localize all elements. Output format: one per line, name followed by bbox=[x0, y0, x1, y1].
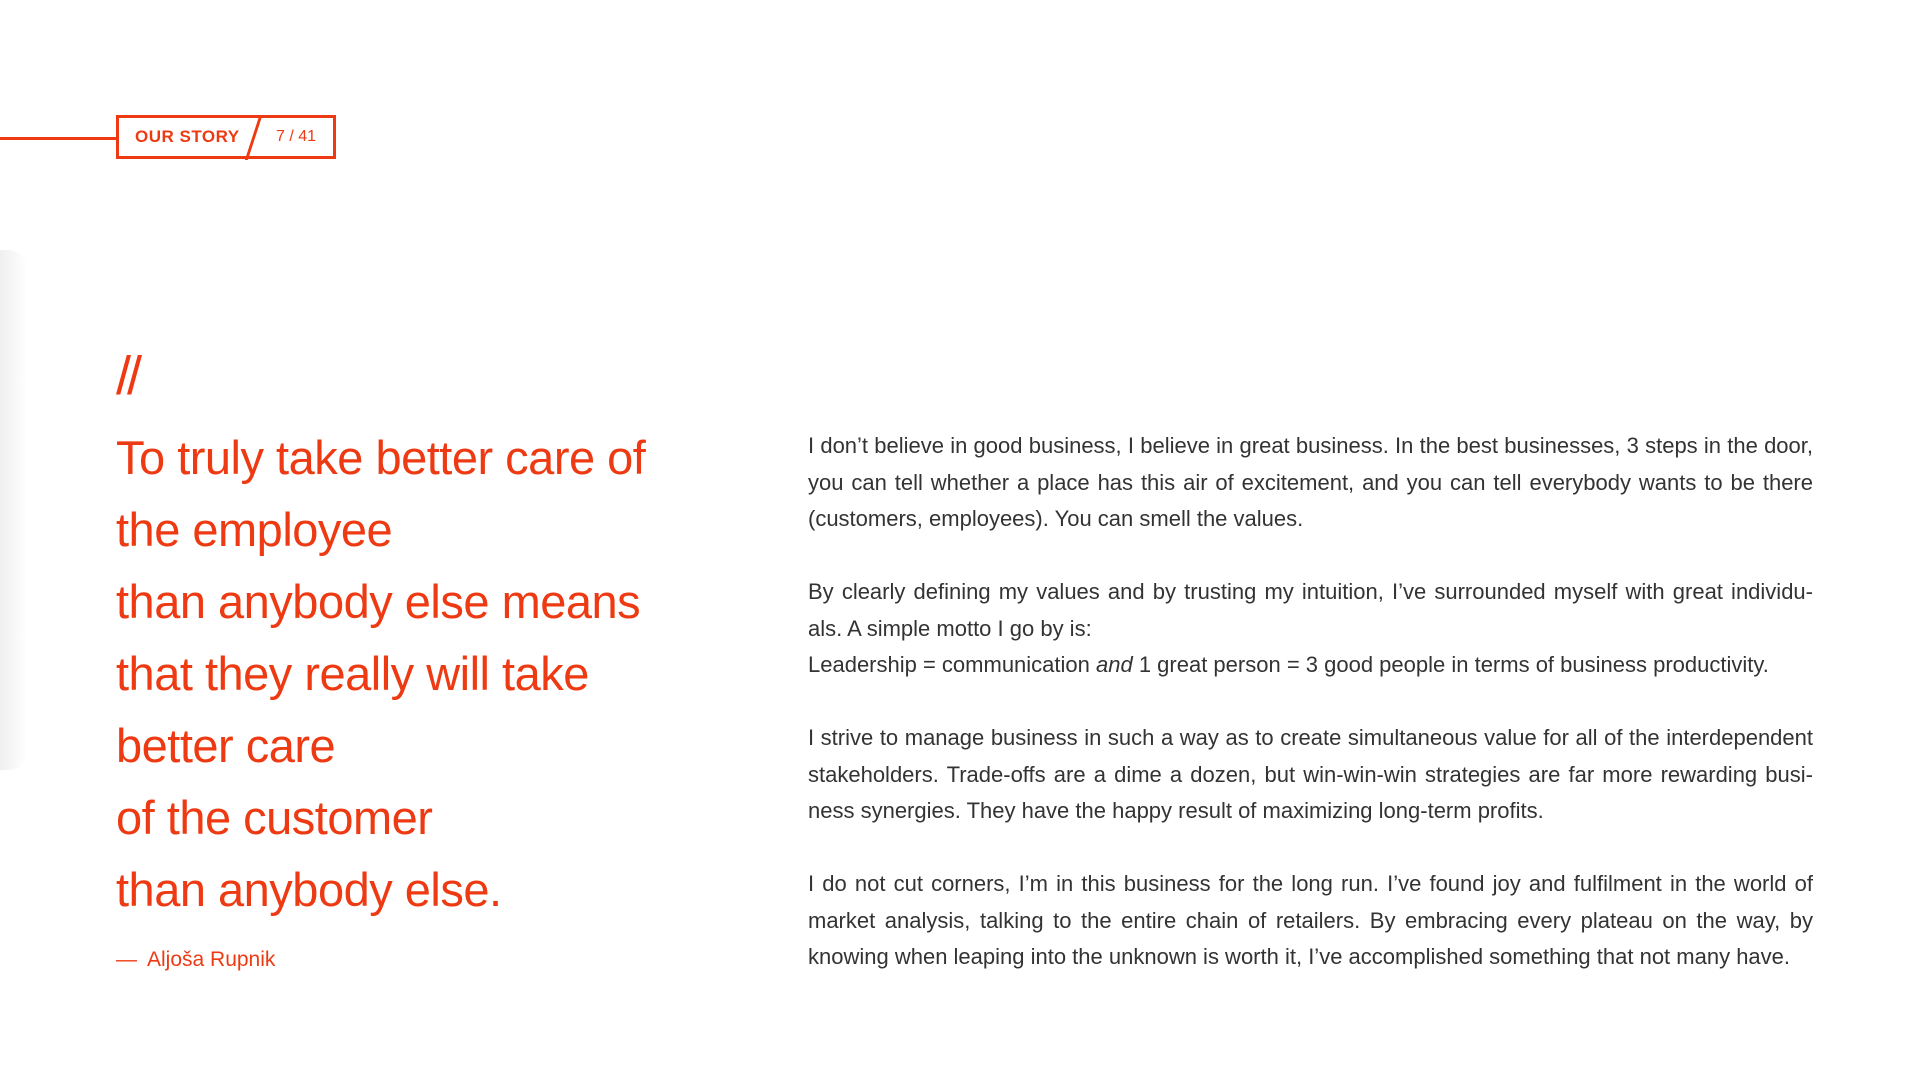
motto-emphasis: and bbox=[1096, 652, 1133, 677]
story-body bbox=[808, 428, 1813, 1012]
quote-line: than anybody else. bbox=[116, 863, 502, 916]
quote-line: of the customer bbox=[116, 791, 433, 844]
pull-quote bbox=[116, 422, 736, 926]
section-header bbox=[116, 115, 336, 159]
quote-line: that they really will take bbox=[116, 647, 589, 700]
header-rule bbox=[0, 137, 117, 140]
paragraph bbox=[808, 574, 1813, 684]
header-divider bbox=[245, 116, 262, 160]
page-edge-shadow bbox=[0, 250, 28, 770]
motto-text: Leadership = communication bbox=[808, 652, 1096, 677]
quote-mark-icon: // bbox=[116, 346, 139, 406]
section-label: OUR STORY bbox=[135, 127, 240, 146]
quote-line: To truly take better care of bbox=[116, 431, 646, 484]
paragraph: I strive to manage business in such a way as to create simultaneous value for all of the interdependent stakeholders. Trade-offs are a dime a dozen, but win-win-win strategies are far more rewarding busi-ness synergies. They have the happy result of maximizing long-term profits. bbox=[808, 725, 1813, 823]
motto-text: 1 great person = 3 good people in terms of business productivity. bbox=[1132, 652, 1769, 677]
quote-attribution bbox=[116, 946, 275, 974]
motto-line bbox=[808, 647, 1813, 684]
quote-line: the employee bbox=[116, 503, 393, 556]
attribution-name: Aljoša Rupnik bbox=[147, 948, 276, 971]
attribution-dash: — bbox=[116, 948, 137, 971]
quote-line: than anybody else means bbox=[116, 575, 641, 628]
page-counter: 7 / 41 bbox=[276, 128, 317, 145]
paragraph: I don’t believe in good business, I believe in great business. In the best businesses, 3 steps in the door, you can tell whether a place has this air of excitement, and you can tell everybody wants to be there (customers, employees). You can smell the values. bbox=[808, 433, 1813, 531]
paragraph-text: By clearly defining my values and by trusting my intuition, I’ve surrounded myself with great individu-als. A simple motto I go by is: bbox=[808, 579, 1813, 641]
quote-line: better care bbox=[116, 719, 336, 772]
paragraph: I do not cut corners, I’m in this business for the long run. I’ve found joy and fulfilment in the world of market analysis, talking to the entire chain of retailers. By embracing every plateau on the way, by knowing when leaping into the unknown is worth it, I’ve accomplished something that not many have. bbox=[808, 871, 1813, 969]
